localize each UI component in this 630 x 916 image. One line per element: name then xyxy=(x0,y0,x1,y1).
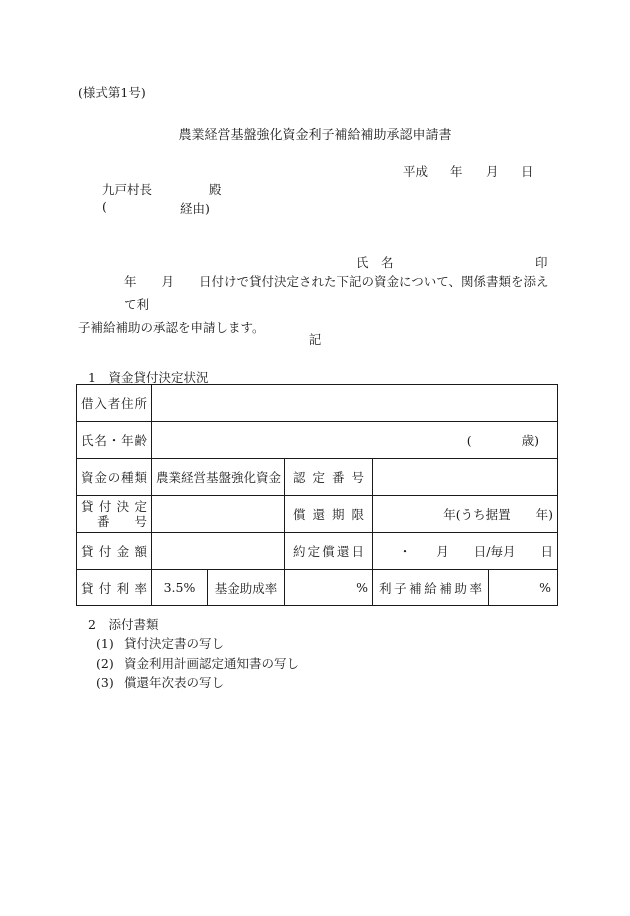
borrower-address-label: 借入者住所 xyxy=(77,385,152,422)
seal-mark: 印 xyxy=(535,255,548,270)
fund-type-value: 農業経営基盤強化資金 xyxy=(152,459,285,496)
table-row xyxy=(77,570,558,606)
fund-type-label: 資金の種類 xyxy=(77,459,152,496)
loan-status-table xyxy=(76,384,558,606)
applicant-name-label: 氏 名 xyxy=(356,255,394,270)
table-row xyxy=(77,459,558,496)
list-item xyxy=(96,654,299,672)
repayment-date-field[interactable] xyxy=(373,533,558,570)
loan-amount-label: 貸付金額 xyxy=(77,533,152,570)
addressee-honorific: 殿 xyxy=(209,182,222,197)
attachment-number: (3) xyxy=(96,675,114,690)
repayment-date-label: 約定償還日 xyxy=(285,533,373,570)
table-row xyxy=(77,533,558,570)
via-line xyxy=(102,199,210,216)
attachment-number: (2) xyxy=(96,656,114,671)
date-era: 平成 xyxy=(403,164,429,179)
interest-subsidy-field[interactable] xyxy=(489,570,558,606)
name-age-label: 氏名・年齢 xyxy=(77,422,152,459)
interest-rate-value: 3.5% xyxy=(152,570,208,606)
via-open-paren: ( xyxy=(102,199,107,214)
fund-subsidy-label: 基金助成率 xyxy=(208,570,285,606)
interest-subsidy-label: 利子補給補助率 xyxy=(373,570,489,606)
attachment-text: 償還年次表の写し xyxy=(124,675,225,690)
table-row xyxy=(77,422,558,459)
table-row xyxy=(77,496,558,533)
loan-decision-number-field[interactable] xyxy=(152,496,285,533)
interest-subsidy-value: % xyxy=(539,580,551,595)
age-suffix: ( 歳) xyxy=(466,433,539,448)
repayment-date-value: ・ 月 日/毎月 日 xyxy=(398,544,553,559)
approval-number-field[interactable] xyxy=(373,459,558,496)
attachment-text: 資金利用計画認定通知書の写し xyxy=(124,656,300,671)
attachment-text: 貸付決定書の写し xyxy=(124,636,225,651)
table-row xyxy=(77,385,558,422)
loan-amount-field[interactable] xyxy=(152,533,285,570)
interest-rate-label: 貸付利率 xyxy=(77,570,152,606)
fund-subsidy-field[interactable] xyxy=(285,570,373,606)
loan-decision-number-label xyxy=(77,496,152,533)
body-line-1: 年 月 日付けで貸付決定された下記の資金について、関係書類を添えて利 xyxy=(124,274,549,312)
date-month: 月 xyxy=(486,164,499,179)
form-number: (様式第1号) xyxy=(78,85,146,100)
fund-subsidy-value: % xyxy=(356,580,368,595)
attachment-number: (1) xyxy=(96,636,114,651)
repayment-period-field[interactable] xyxy=(373,496,558,533)
date-day: 日 xyxy=(521,164,534,179)
page-title: 農業経営基盤強化資金利子補給補助承認申請書 xyxy=(178,128,452,143)
addressee xyxy=(102,180,222,198)
section-2-heading: 2 添付書類 xyxy=(88,617,159,632)
body-paragraph xyxy=(78,270,558,339)
approval-number-label: 認定番号 xyxy=(285,459,373,496)
loan-decision-number-label-line1: 貸付決定 xyxy=(81,499,147,514)
repayment-period-value: 年(うち据置 年) xyxy=(443,507,553,522)
borrower-address-field[interactable] xyxy=(152,385,558,422)
list-item xyxy=(96,634,224,652)
section-1-heading: 1 資金貸付決定状況 xyxy=(88,370,209,385)
repayment-period-label: 償還期限 xyxy=(285,496,373,533)
date-year: 年 xyxy=(450,164,463,179)
list-item xyxy=(96,673,224,691)
via-label: 経由) xyxy=(180,201,210,216)
loan-decision-number-label-line2: 番 号 xyxy=(96,514,147,529)
ki-heading: 記 xyxy=(308,332,322,347)
body-line-2: 子補給補助の承認を申請します。 xyxy=(78,320,265,335)
addressee-name: 九戸村長 xyxy=(102,182,153,197)
name-age-field[interactable] xyxy=(152,422,558,459)
